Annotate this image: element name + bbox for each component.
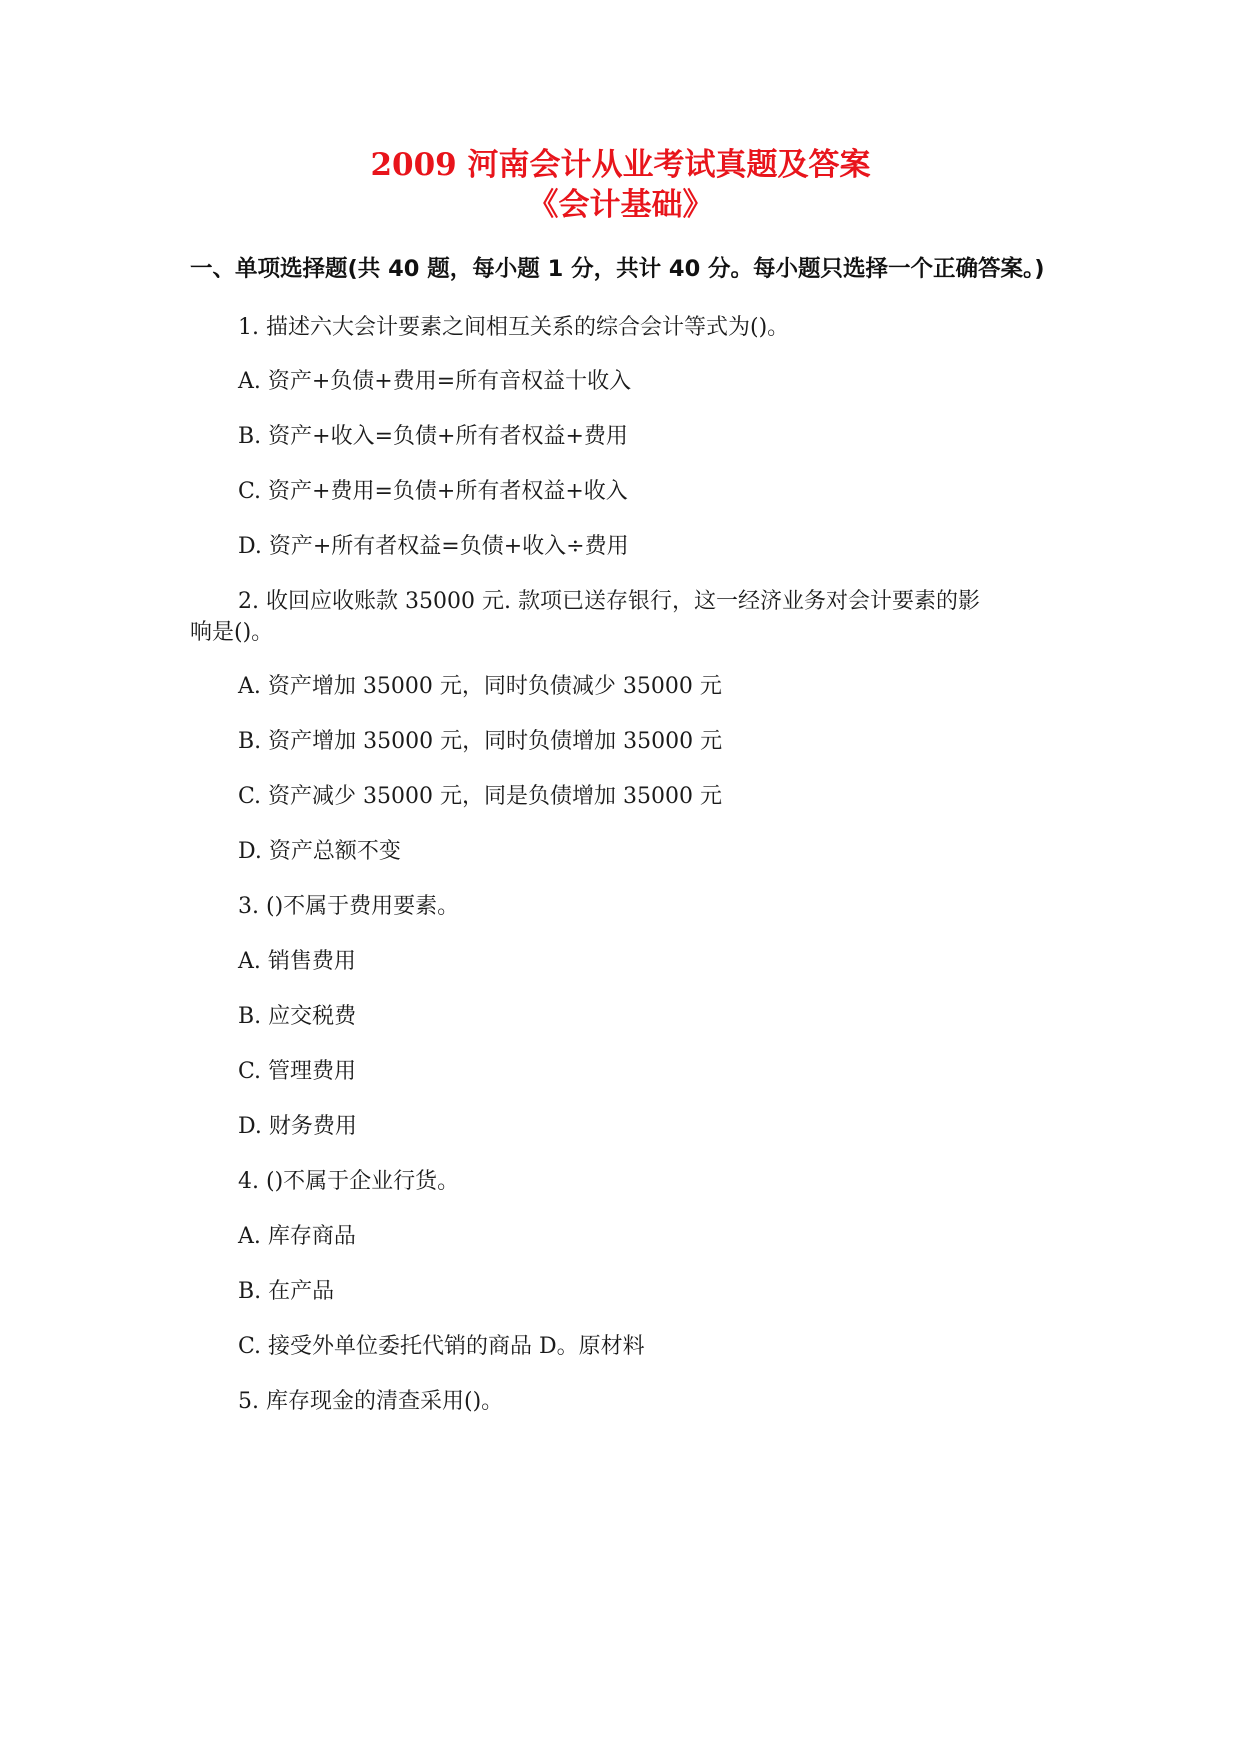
title-line-1: 2009 河南会计从业考试真题及答案: [370, 147, 871, 183]
question-2-stem-line-2: 响是()。: [190, 620, 274, 645]
question-3-stem: 3. ()不属于费用要素。: [238, 894, 460, 919]
question-1-option-a: A. 资产+负债+费用=所有音权益十收入: [238, 369, 632, 394]
question-2-option-c: C. 资产减少 35000 元，同是负债增加 35000 元: [238, 784, 722, 809]
question-2-option-a: A. 资产增加 35000 元，同时负债减少 35000 元: [238, 674, 722, 699]
question-1-stem: 1. 描述六大会计要素之间相互关系的综合会计等式为()。: [238, 315, 790, 340]
question-2-stem-line-1: 2. 收回应收账款 35000 元. 款项已送存银行，这一经济业务对会计要素的影: [238, 589, 980, 614]
question-4-option-b: B. 在产品: [238, 1279, 335, 1304]
title-line-2: 《会计基础》: [527, 187, 714, 223]
question-1-option-b: B. 资产+收入=负债+所有者权益+费用: [238, 424, 628, 449]
question-5-stem: 5. 库存现金的清查采用()。: [238, 1389, 504, 1414]
question-4-option-c: C. 接受外单位委托代销的商品 D。原材料: [238, 1334, 645, 1359]
question-3-option-c: C. 管理费用: [238, 1059, 357, 1084]
question-3-option-d: D. 财务费用: [238, 1114, 357, 1139]
section-heading: 一、单项选择题(共 40 题，每小题 1 分，共计 40 分。每小题只选择一个正确答案。): [190, 256, 1045, 282]
question-2-option-b: B. 资产增加 35000 元，同时负债增加 35000 元: [238, 729, 723, 754]
question-1-option-c: C. 资产+费用=负债+所有者权益+收入: [238, 479, 628, 504]
question-3-option-a: A. 销售费用: [238, 949, 356, 974]
question-4-option-a: A. 库存商品: [238, 1224, 356, 1249]
question-2-option-d: D. 资产总额不变: [238, 839, 401, 864]
question-4-stem: 4. ()不属于企业行货。: [238, 1169, 460, 1194]
question-1-option-d: D. 资产+所有者权益=负债+收入÷费用: [238, 534, 629, 559]
question-3-option-b: B. 应交税费: [238, 1004, 357, 1029]
